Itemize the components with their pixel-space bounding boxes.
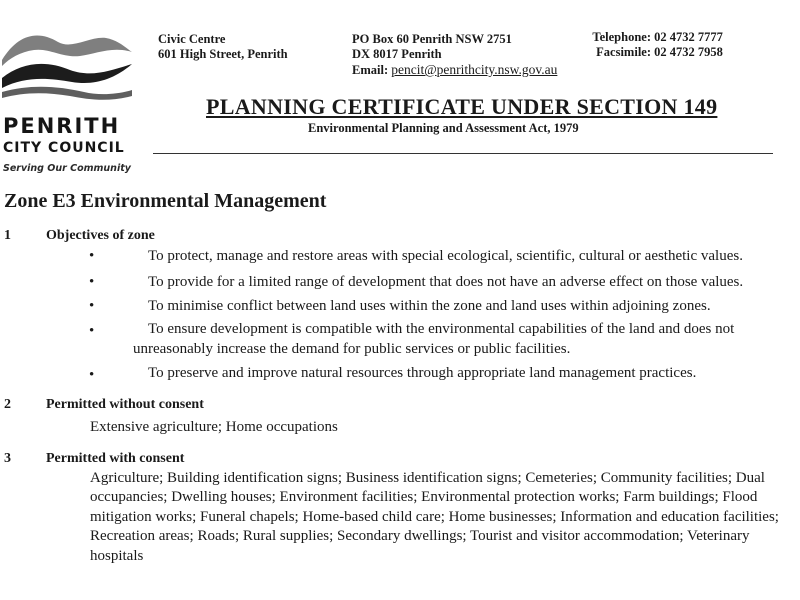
page-title: PLANNING CERTIFICATE UNDER SECTION 149 [206,94,718,119]
postal-address [352,32,557,78]
bullet-dot: • [89,298,95,314]
facsimile-label: Facsimile: [596,45,651,59]
zone-title: Zone E3 Environmental Management [4,190,327,212]
facsimile-number: 02 4732 7958 [654,45,723,59]
address-line-1: Civic Centre [158,32,226,46]
section-1-title: Objectives of zone [46,228,155,243]
postal-line-2: DX 8017 Penrith [352,47,442,61]
section-2-text: Extensive agriculture; Home occupations [90,419,338,435]
logo-name: PENRITH [3,114,121,138]
objective-item: To minimise conflict between land uses within the zone and land uses within adjoining zones. [148,298,711,314]
objective-item-continuation: unreasonably increase the demand for public services or public facilities. [133,341,571,357]
address-line-2: 601 High Street, Penrith [158,47,288,61]
bullet-dot: • [89,274,95,290]
facsimile-row [585,45,723,60]
section-3-text: Agriculture; Building identification signs; Business identification signs; Cemeteries; Community facilities; Dual occupancies; Dwelling houses; Environment facilities; Environmental protection works; Farm buildings; Flood mitigation works; Funeral chapels; Home-based child care; Home businesses; Information and education facilities; Recreation areas; Roads; Rural supplies; Secondary dwellings; Tourist and visitor accommodation; Veterinary hospitals [90,470,779,564]
section-1-number: 1 [4,228,11,243]
objective-item: To preserve and improve natural resources through appropriate land management practices. [148,365,697,381]
page-subtitle: Environmental Planning and Assessment Act, 1979 [308,121,579,135]
bullet-dot: • [89,367,95,383]
section-2-title: Permitted without consent [46,397,204,412]
telephone-number: 02 4732 7777 [654,30,723,44]
telephone-row [585,30,723,45]
bullet-dot: • [89,248,95,264]
email-line [352,62,557,78]
email-link[interactable]: pencit@penrithcity.nsw.gov.au [391,62,558,77]
email-label: Email: [352,63,389,77]
objective-item: To protect, manage and restore areas with special ecological, scientific, cultural or aesthetic values. [148,248,743,264]
section-3-title: Permitted with consent [46,451,185,466]
civic-address [158,32,288,62]
hills-logo-icon [0,26,140,106]
header-divider [153,153,773,154]
logo-council: CITY COUNCIL [3,140,125,156]
objective-item: To provide for a limited range of development that does not have an adverse effect on those values. [148,274,744,290]
objective-item: To ensure development is compatible with the environmental capabilities of the land and does not [148,321,735,337]
contact-numbers [585,30,723,60]
section-3-number: 3 [4,451,11,466]
section-2-number: 2 [4,397,11,412]
bullet-dot: • [89,323,95,339]
postal-line-1: PO Box 60 Penrith NSW 2751 [352,32,512,46]
telephone-label: Telephone: [592,30,651,44]
logo-tagline: Serving Our Community [3,163,131,174]
council-logo [0,20,150,174]
